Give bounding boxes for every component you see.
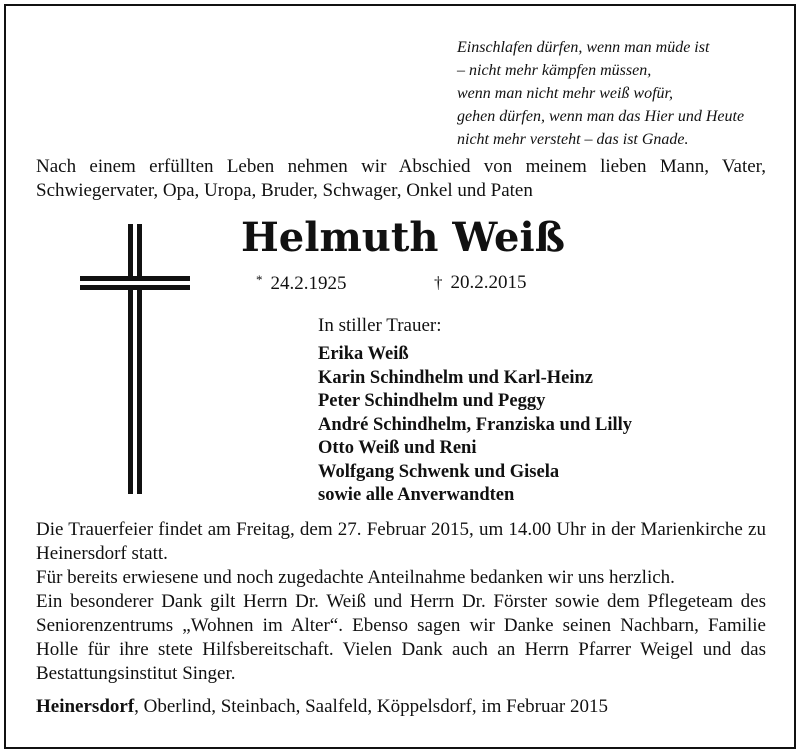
- special-thanks-paragraph: Ein besonderer Dank gilt Herrn Dr. Weiß und Herrn Dr. Förster sowie dem Pflegeteam des Seniorenzentrums „Wohnen im Alter“. Ebenso sagen wir Danke seinen Nachbarn, Familie Holle für ihre stete Hilfsbereitschaft. Vielen Dank auch an Herrn Pfarrer Weigel und das Bestattungsinstitut Singer.: [36, 591, 766, 684]
- birth-date: 24.2.1925: [270, 273, 347, 294]
- mourner-entry: Wolfgang Schwenk und Gisela: [318, 461, 560, 482]
- mourners-list: [318, 343, 632, 508]
- birth-symbol: *: [256, 272, 263, 287]
- thanks-paragraph: Für bereits erwiesene und noch zugedachte Anteilnahme bedanken wir uns herzlich.: [36, 567, 675, 588]
- closing-line: [36, 696, 608, 718]
- mourner-entry: Erika Weiß: [318, 344, 409, 364]
- intro-text: Nach einem erfüllten Leben nehmen wir Abschied von meinem lieben Mann, Vater, Schwiegervater, Opa, Uropa, Bruder, Schwager, Onkel und Paten: [36, 156, 766, 201]
- motto-line: Einschlafen dürfen, wenn man müde ist: [457, 39, 710, 56]
- birth-date-line: [256, 272, 347, 295]
- motto-line: gehen dürfen, wenn man das Hier und Heute: [457, 108, 745, 125]
- closing-place: Heinersdorf: [36, 696, 135, 717]
- motto-line: – nicht mehr kämpfen müssen,: [457, 62, 652, 79]
- closing-rest: , Oberlind, Steinbach, Saalfeld, Köppelsdorf, im Februar 2015: [134, 696, 608, 717]
- mourner-entry: sowie alle Anverwandten: [318, 485, 515, 505]
- mourning-heading: In stiller Trauer:: [318, 315, 442, 336]
- funeral-info-paragraph: Die Trauerfeier findet am Freitag, dem 27. Februar 2015, um 14.00 Uhr in der Marienkirche zu Heinersdorf statt.: [36, 519, 766, 564]
- motto-poem: [457, 36, 744, 151]
- mourner-entry: Karin Schindhelm und Karl-Heinz: [318, 367, 593, 388]
- announcement-body: [36, 518, 766, 686]
- mourner-entry: André Schindhelm, Franziska und Lilly: [318, 414, 633, 435]
- motto-line: nicht mehr versteht – das ist Gnade.: [457, 131, 689, 148]
- cross-icon: [80, 224, 190, 494]
- death-date: 20.2.2015: [450, 272, 527, 293]
- deceased-name: Helmuth Weiß: [241, 214, 566, 261]
- mourner-entry: Peter Schindhelm und Peggy: [318, 391, 546, 411]
- death-date-line: [434, 272, 527, 294]
- motto-line: wenn man nicht mehr weiß wofür,: [457, 85, 673, 102]
- mourner-entry: Otto Weiß und Reni: [318, 438, 477, 458]
- dagger-icon: †: [434, 273, 443, 292]
